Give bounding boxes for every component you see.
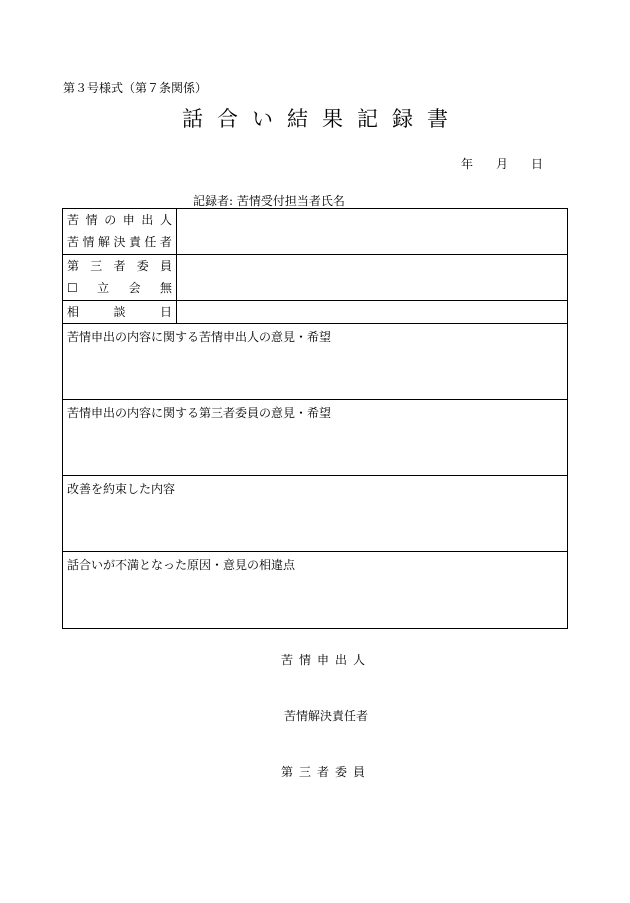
third-party-label-cell — [63, 255, 177, 301]
section-label: 改善を約束した内容 — [67, 482, 176, 496]
attendance-checkbox[interactable]: ☐ — [67, 281, 78, 295]
parties-label-cell — [63, 209, 177, 255]
label-char: 解 — [97, 235, 110, 249]
complainant-label — [63, 209, 176, 231]
third-party-label — [63, 255, 176, 277]
resolver-label — [63, 231, 176, 253]
label-char: 第 — [67, 259, 80, 273]
attendance-char-2: 会 — [128, 281, 141, 295]
label-char: 情 — [82, 235, 95, 249]
third-party-input-cell[interactable] — [177, 255, 568, 301]
section-third-party-opinion[interactable] — [63, 400, 568, 476]
label-char: 責 — [128, 235, 141, 249]
section-label: 話合いが不満となった原因・意見の相違点 — [67, 558, 296, 572]
label-char: 情 — [85, 213, 98, 227]
label-char: の — [104, 213, 117, 227]
parties-input-cell[interactable] — [177, 209, 568, 255]
attendance-char-3: 無 — [159, 281, 172, 295]
date-year-label: 年 — [461, 157, 474, 171]
label-char: 者 — [159, 235, 172, 249]
form-number: 第３号様式（第７条関係） — [63, 81, 208, 95]
label-char: 三 — [90, 259, 103, 273]
consultation-date-input-cell[interactable] — [177, 301, 568, 324]
recorder-label: 記録者: 苦情受付担当者氏名 — [193, 194, 345, 208]
label-char: 出 — [141, 213, 154, 227]
label-char: 委 — [136, 259, 149, 273]
attendance-char-1: 立 — [97, 281, 110, 295]
consultation-date-label — [63, 301, 176, 323]
section-label: 苦情申出の内容に関する苦情申出人の意見・希望 — [67, 330, 332, 344]
label-char: 相 — [67, 305, 80, 319]
label-char: 人 — [159, 213, 172, 227]
signature-third-party: 第三者委員 — [280, 765, 371, 779]
label-char: 申 — [122, 213, 135, 227]
section-label: 苦情申出の内容に関する第三者委員の意見・希望 — [67, 406, 332, 420]
label-char: 苦 — [67, 235, 80, 249]
attendance-label — [63, 277, 176, 299]
section-complainant-opinion[interactable] — [63, 324, 568, 400]
section-dissatisfaction-cause[interactable] — [63, 552, 568, 629]
document-title: 話合い結果記録書 — [182, 107, 462, 131]
label-char: 任 — [144, 235, 157, 249]
label-char: 苦 — [67, 213, 80, 227]
label-char: 日 — [159, 305, 172, 319]
consultation-date-label-cell — [63, 301, 177, 324]
record-table — [62, 208, 568, 629]
label-char: 談 — [113, 305, 126, 319]
label-char: 者 — [113, 259, 126, 273]
signature-resolver: 苦情解決責任者 — [283, 709, 368, 723]
label-char: 員 — [159, 259, 172, 273]
date-month-label: 月 — [496, 157, 509, 171]
section-improvement-promise[interactable] — [63, 476, 568, 552]
label-char: 決 — [113, 235, 126, 249]
signature-complainant: 苦情申出人 — [280, 653, 371, 667]
date-day-label: 日 — [531, 157, 544, 171]
